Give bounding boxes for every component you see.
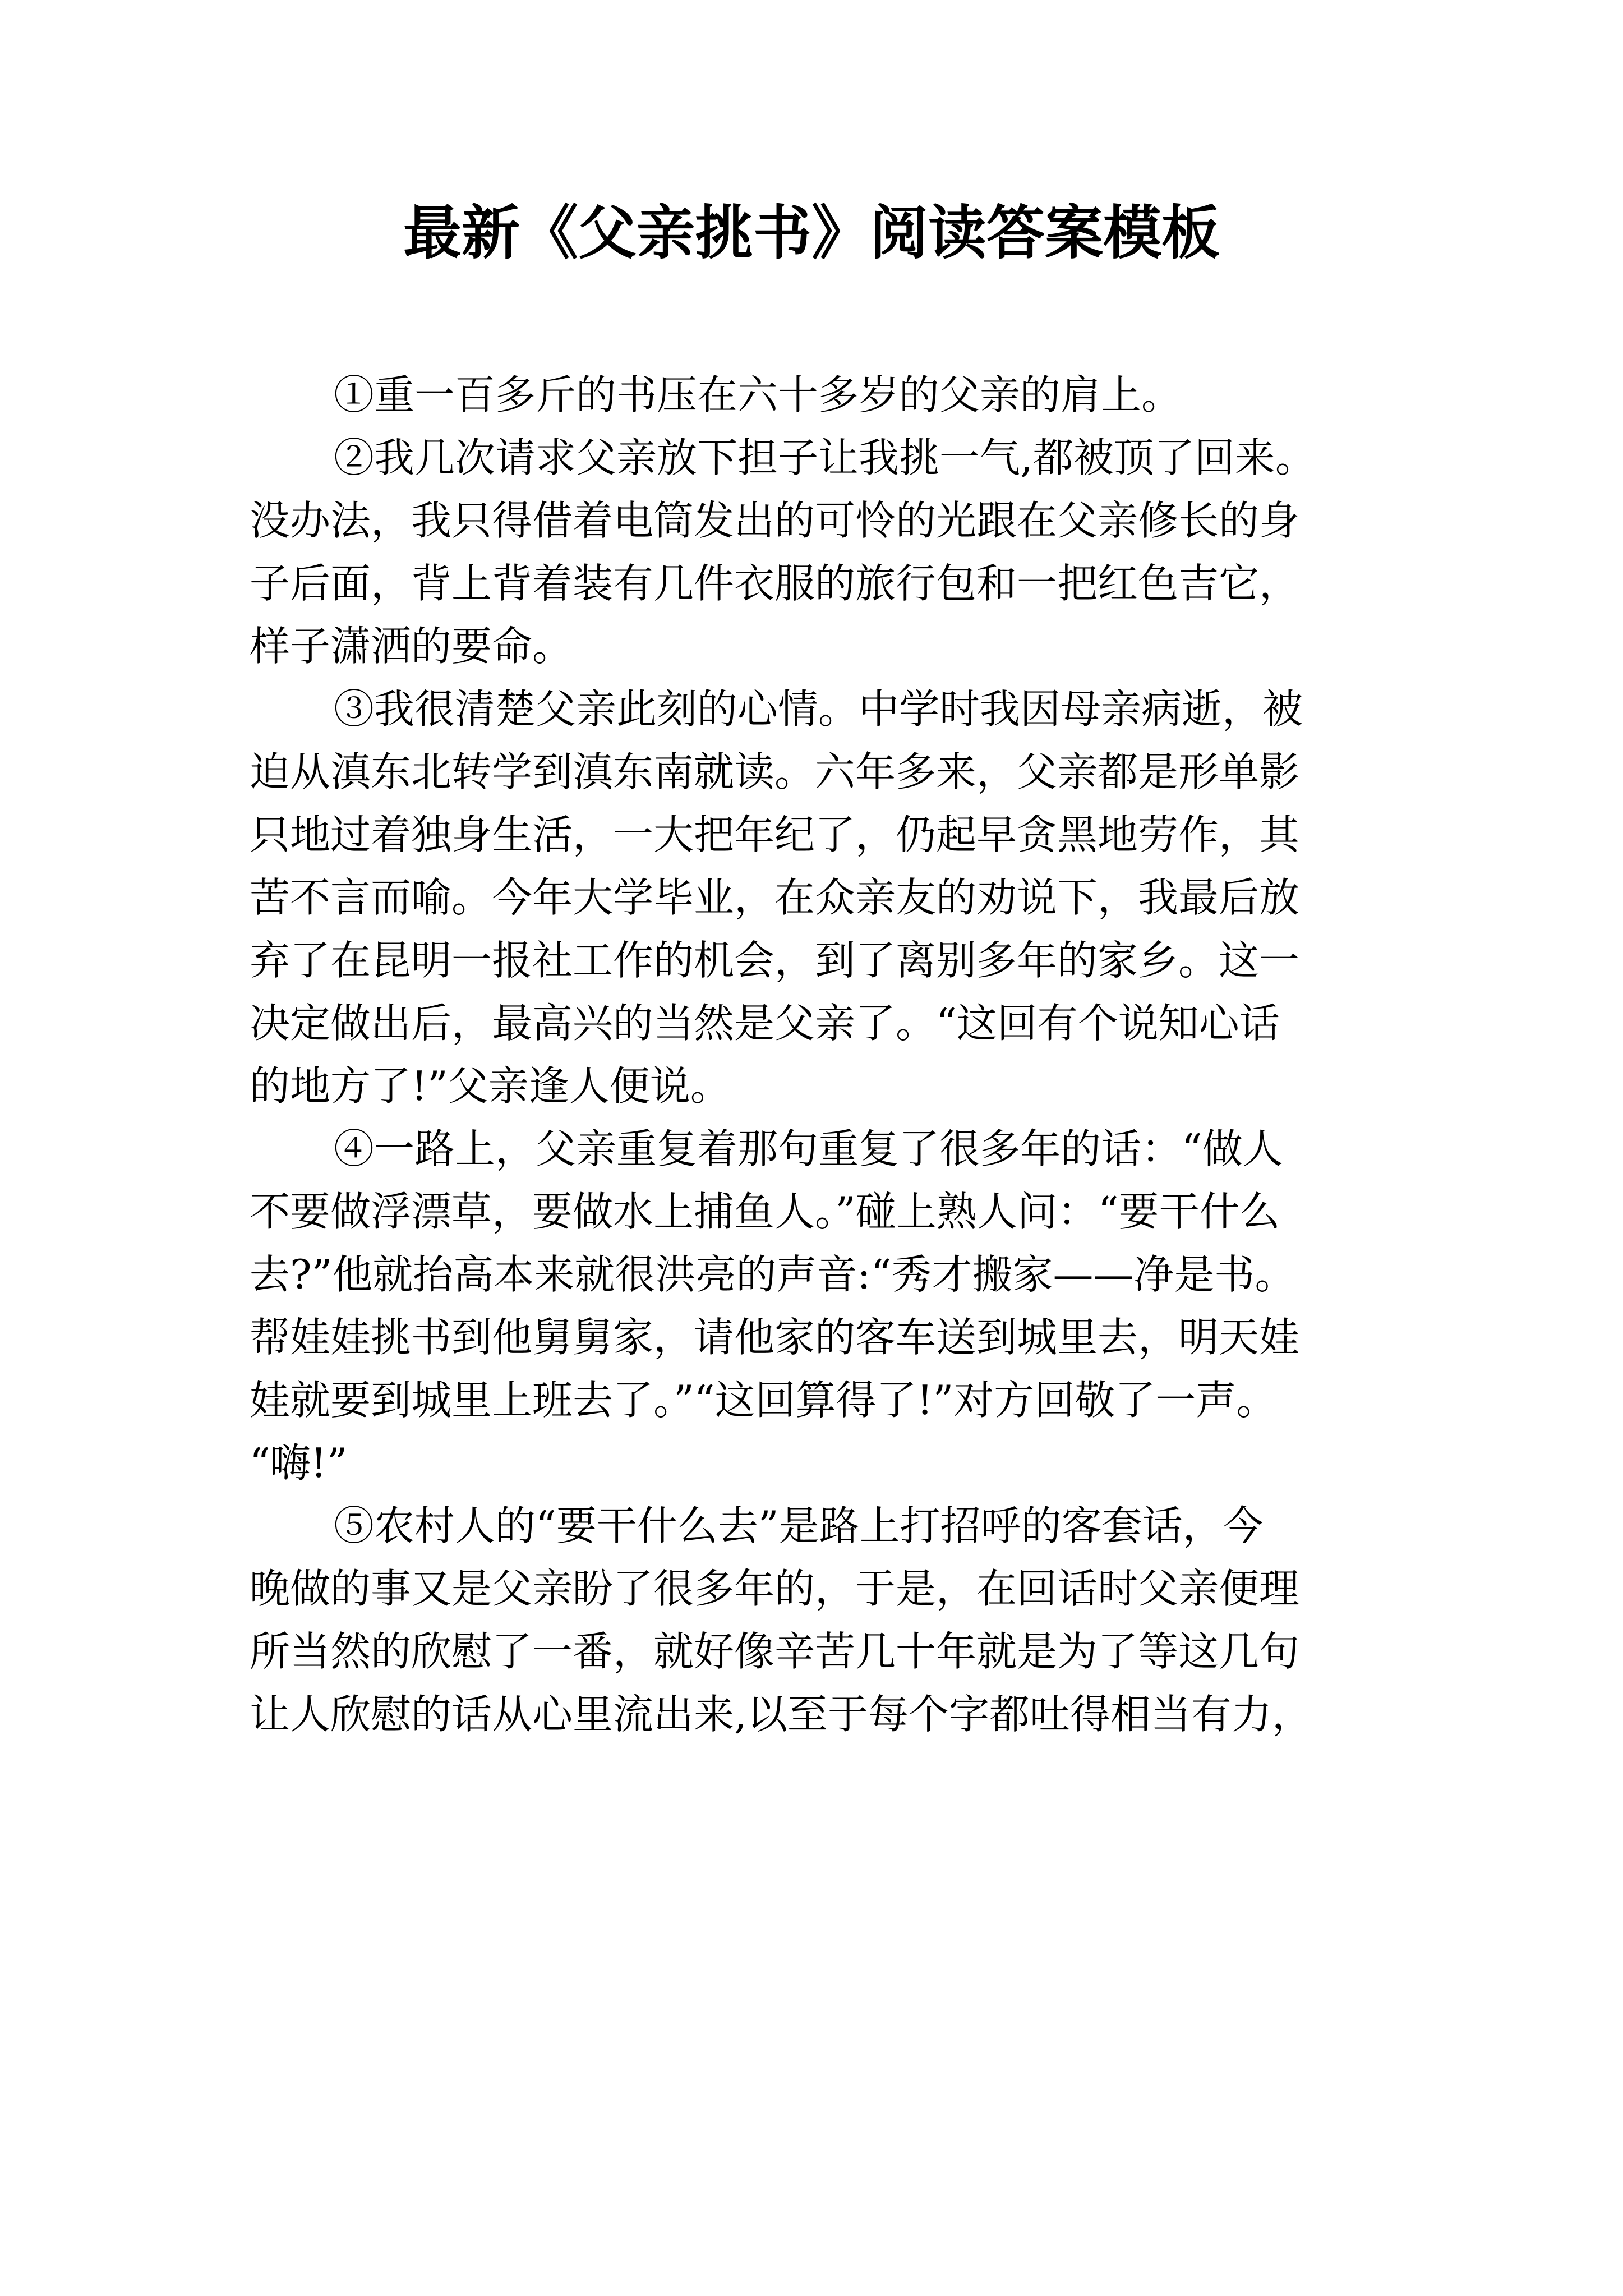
- paragraph-line: 没办法，我只得借着电筒发出的可怜的光跟在父亲修长的身: [250, 497, 1300, 544]
- paragraph-first-line: ①重一百多斤的书压在六十多岁的父亲的肩上。: [334, 371, 1182, 418]
- paragraph-line: “嗨!”: [250, 1439, 348, 1487]
- paragraph-line: 弃了在昆明一报社工作的机会，到了离别多年的家乡。这一: [250, 937, 1300, 984]
- paragraph-line: 苦不言而喻。今年大学毕业，在众亲友的劝说下，我最后放: [250, 874, 1300, 921]
- paragraph-line: 决定做出后，最高兴的当然是父亲了。“这回有个说知心话: [250, 1000, 1280, 1047]
- paragraph-first-line: ④一路上，父亲重复着那句重复了很多年的话：“做人: [334, 1125, 1283, 1172]
- paragraph-line: 样子潇洒的要命。: [250, 623, 573, 670]
- paragraph-first-line: ②我几次请求父亲放下担子让我挑一气,都被顶了回来。: [334, 434, 1316, 481]
- paragraph-line: 只地过着独身生活，一大把年纪了，仍起早贪黑地劳作，其: [250, 811, 1300, 858]
- paragraph-line: 不要做浮漂草，要做水上捕鱼人。”碰上熟人问：“要干什么: [250, 1188, 1280, 1235]
- paragraph-first-line: ⑤农村人的“要干什么去”是路上打招呼的客套话，今: [334, 1502, 1264, 1549]
- paragraph-line: 帮娃娃挑书到他舅舅家，请他家的客车送到城里去，明天娃: [250, 1314, 1300, 1361]
- paragraph-first-line: ③我很清楚父亲此刻的心情。中学时我因母亲病逝，被: [334, 685, 1303, 733]
- paragraph-line: 所当然的欣慰了一番，就好像辛苦几十年就是为了等这几句: [250, 1628, 1300, 1675]
- paragraph-line: 的地方了!”父亲逢人便说。: [250, 1062, 731, 1110]
- paragraph-line: 晚做的事又是父亲盼了很多年的，于是，在回话时父亲便理: [250, 1565, 1300, 1612]
- paragraph-line: 子后面，背上背着装有几件衣服的旅行包和一把红色吉它，: [250, 560, 1300, 607]
- document-body: [250, 364, 1405, 1746]
- paragraph-line: 娃就要到城里上班去了。”“这回算得了!”对方回敬了一声。: [250, 1377, 1277, 1424]
- paragraph-line: 去?”他就抬高本来就很洪亮的声音:“秀才搬家——净是书。: [250, 1251, 1295, 1298]
- paragraph-line: 迫从滇东北转学到滇东南就读。六年多来，父亲都是形单影: [250, 748, 1300, 795]
- document-title: 最新《父亲挑书》阅读答案模板: [403, 198, 1220, 267]
- paragraph-line: 让人欣慰的话从心里流出来,以至于每个字都吐得相当有力，: [250, 1691, 1312, 1738]
